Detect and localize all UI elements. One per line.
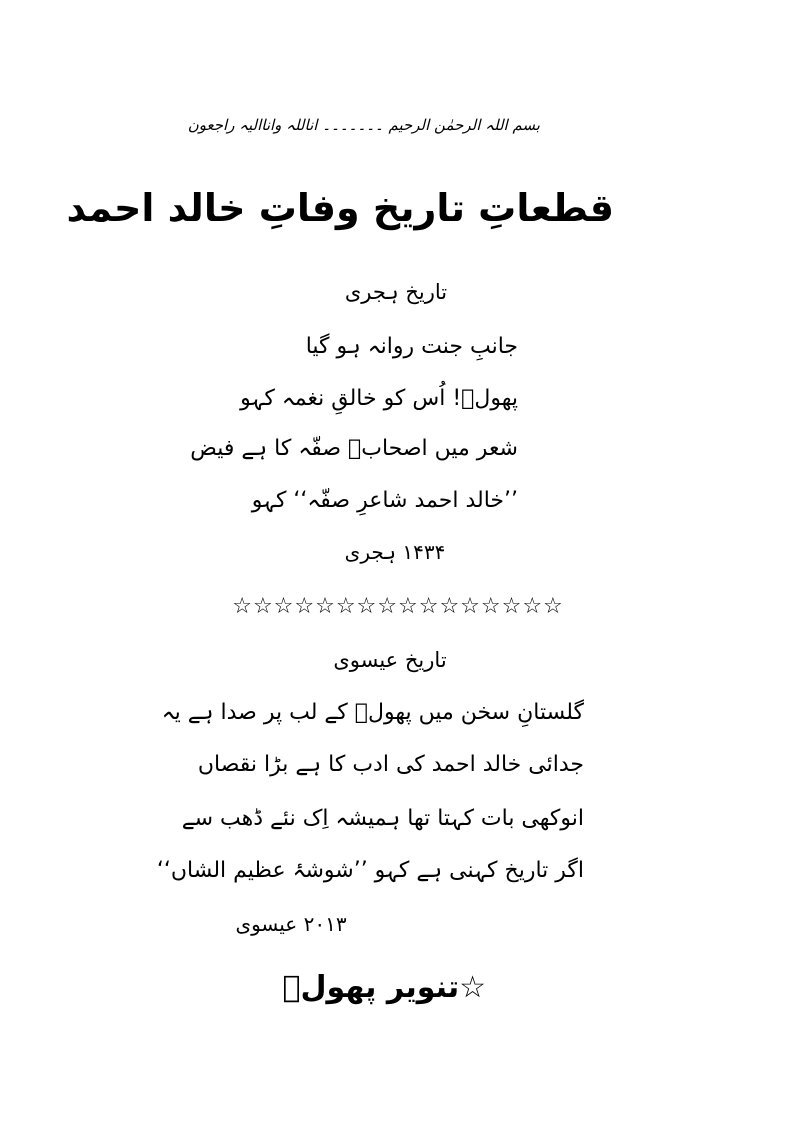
hijri-verse-4: ’’خالد احمد شاعرِ صفّہ‘‘ کہو	[251, 488, 518, 513]
hijri-date: ۱۴۳۴ ہجری	[344, 540, 446, 564]
isawi-verse-2: جدائی خالد احمد کی ادب کا ہے بڑا نقصاں	[197, 752, 584, 777]
hijri-verse-2: پھولؔ! اُس کو خالقِ نغمہ کہو	[240, 386, 518, 411]
author-signature	[282, 970, 486, 1005]
hijri-verse-3: شعر میں اصحابؓ صفّہ کا ہے فیض	[190, 436, 518, 461]
isawi-verse-4: اگر تاریخ کہنی ہے کہو ’’شوشۂ عظیم الشاں‘‘	[156, 858, 584, 883]
signature-star-icon: ☆	[459, 970, 486, 1005]
hijri-verse-1: جانبِ جنت روانہ ہو گیا	[305, 334, 518, 359]
signature-name: تنویر پھولؔ	[282, 970, 460, 1005]
isawi-verse-3: انوکھی بات کہتا تھا ہمیشہ اِک نئے ڈھب سے	[181, 806, 584, 831]
invocation-line: بسم اللہ الرحمٰن الرحیم ۔۔۔۔۔۔۔ اناللہ واناالیہ راجعون	[187, 116, 540, 134]
page-title: قطعاتِ تاریخ وفاتِ خالد احمد	[66, 186, 614, 230]
star-divider: ☆☆☆☆☆☆☆☆☆☆☆☆☆☆☆☆	[232, 594, 564, 619]
isawi-date: ۲۰۱۳ عیسوی	[235, 912, 347, 936]
isawi-heading: تاریخ عیسوی	[333, 648, 447, 672]
hijri-heading: تاریخ ہجری	[344, 280, 448, 304]
isawi-verse-1: گلستانِ سخن میں پھولؔ کے لب پر صدا ہے یہ	[161, 700, 584, 725]
